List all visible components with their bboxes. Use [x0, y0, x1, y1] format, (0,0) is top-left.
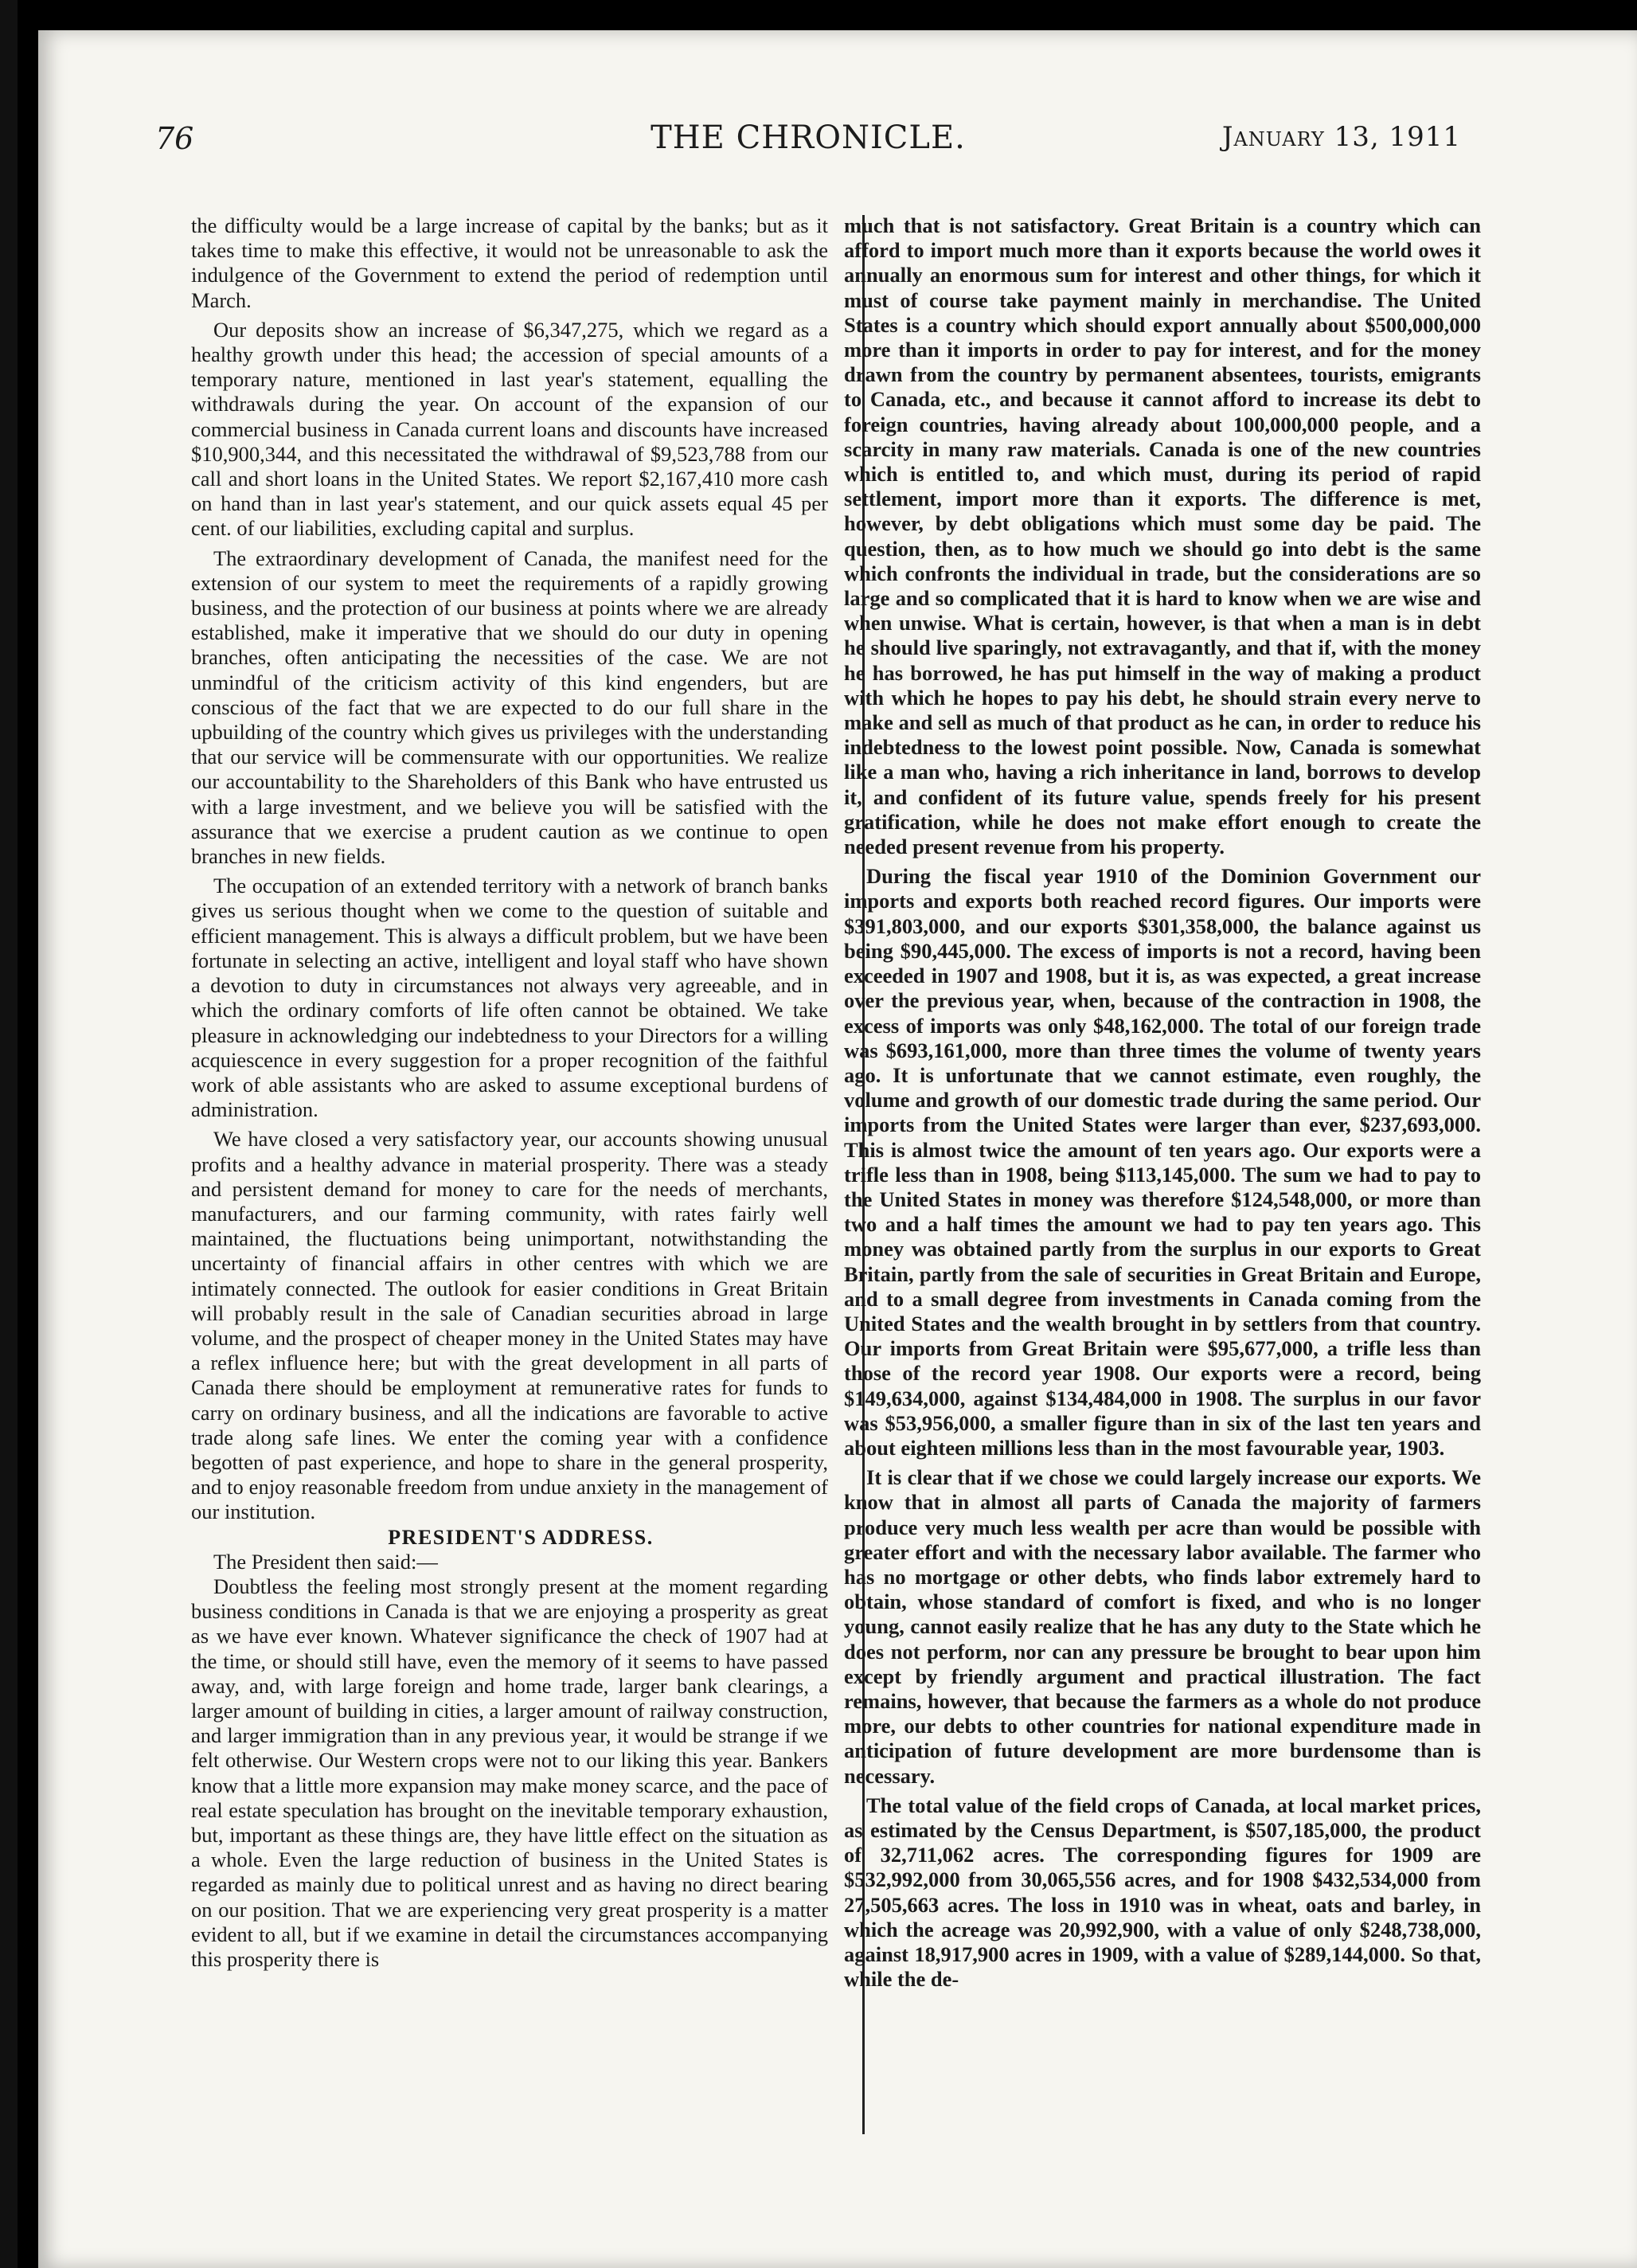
paragraph: Our deposits show an increase of $6,347,275, which we regard as a healthy growth under this head; the accession of special amounts of a temporary nature, mentioned in last year's statement, equalling the withdrawals during the year. On account of the expansion of our commercial business in Canada current loans and discounts have increased $10,900,344, and this necessitated the withdrawal of $9,523,788 from our call and short loans in the United States. We report $2,167,410 more cash on hand than in last year's statement, and our quick assets equal 45 per cent. of our liabilities, excluding capital and surplus. [191, 317, 828, 541]
paragraph: The President then said:— [213, 1549, 438, 1574]
paragraph: Doubtless the feeling most strongly present at the moment regarding business conditions in Canada is that we are enjoying a prosperity as great as we have ever known. Whatever significance the check of 1907 had at the time, or should still have, even the memory of it seems to have passed away, and, with large foreign and home trade, larger bank clearings, a larger amount of building in cities, a larger amount of railway construction, and larger immigration than in any previous year, it would be strange if we felt otherwise. Our Western crops were not to our liking this year. Bankers know that a little more expansion may make money scarce, and the pace of real estate speculation has brought on the inevitable temporary exhaustion, but, important as these things are, they have little effect on the situation as a whole. Even the large reduction of business in the United States is regarded as mainly due to political unrest and as having no direct bearing on our position. That we are experiencing very great prosperity is a matter evident to all, but if we examine in detail the circumstances accompanying this prosperity there is [191, 1574, 828, 1972]
section-heading: PRESIDENT'S ADDRESS. [388, 1525, 654, 1549]
issue-date: January 13, 1911 [1221, 121, 1461, 153]
page-number: 76 [155, 121, 194, 156]
paragraph: We have closed a very satisfactory year, our accounts showing unusual profits and a healthy advance in material prosperity. There was a steady and persistent demand for money to care for the needs of merchants, manufacturers, and our farming community, with rates fairly well maintained, the fluctuations being unimportant, notwithstanding the uncertainty of financial affairs in other centres with which we are intimately connected. The outlook for easier conditions in Great Britain will probably result in the sale of Canadian securities abroad in large volume, and the prospect of cheaper money in the United States may have a reflex influence here; but with the great development in all parts of Canada there should be employment at remunerative rates for funds to carry on ordinary business, and all the indications are favorable to active trade along safe lines. We enter the coming year with a confidence begotten of past experience, and hope to share in the general prosperity, and to enjoy reasonable freedom from undue anxiety in the management of our institution. [191, 1127, 828, 1524]
page-header [155, 119, 1461, 167]
paragraph: The occupation of an extended territory with a network of branch banks gives us serious thought when we come to the question of suitable and efficient management. This is always a difficult problem, but we have been fortunate in selecting an active, intelligent and loyal staff who have shown a devotion to duty in circumstances not always very agreeable, and in which the ordinary comforts of life often cannot be obtained. We take pleasure in acknowledging our indebtedness to your Directors for a willing acquiescence in every suggestion for a proper recognition of the faithful work of able assistants who are asked to assume exceptional burdens of administration. [191, 874, 828, 1122]
journal-title: THE CHRONICLE. [651, 119, 966, 156]
paragraph: the difficulty would be a large increase of capital by the banks; but as it takes time to make this effective, it would not be unreasonable to ask the indulgence of the Government to extend the period of redemption until March. [191, 213, 828, 312]
paragraph: The total value of the field crops of Canada, at local market prices, as estimated by the Census Department, is $507,185,000, the product of 32,711,062 acres. The corresponding figures for 1909 are $532,992,000 from 30,065,556 acres, and for 1908 $432,534,000 from 27,505,663 acres. The loss in 1910 was in wheat, oats and barley, in which the acreage was 20,992,900, with a value of only $248,738,000, against 18,917,900 acres in 1909, with a value of $289,144,000. So that, while the de- [844, 1793, 1481, 1992]
left-column [191, 213, 828, 1972]
paragraph: During the fiscal year 1910 of the Dominion Government our imports and exports both reached record figures. Our imports were $391,803,000, and our exports $301,358,000, the balance against us being $90,445,000. The excess of imports is not a record, having been exceeded in 1907 and 1908, but it is, as was expected, a great increase over the previous year, when, because of the contraction in 1908, the excess of imports was only $48,162,000. The total of our foreign trade was $693,161,000, more than three times the volume of twenty years ago. It is unfortunate that we cannot estimate, even roughly, the volume and growth of our domestic trade during the same period. Our imports from the United States were larger than ever, $237,693,000. This is almost twice the amount of ten years ago. Our exports were a trifle less than in 1908, being $113,145,000. The sum we had to pay to the United States in money was therefore $124,548,000, or more than two and a half times the amount we had to pay ten years ago. This money was obtained partly from the surplus in our exports to Great Britain, partly from the sale of securities in Great Britain and Europe, and to a small degree from investments in Canada coming from the United States and the wealth brought in by settlers from that country. Our imports from Great Britain were $95,677,000, a trifle less than those of the record year 1908. Our exports were a record, being $149,634,000, against $134,484,000 in 1908. The surplus in our favor was $53,956,000, a smaller figure than in six of the last ten years and about eighteen millions less than in the most favourable year, 1903. [844, 864, 1481, 1460]
paragraph: The extraordinary development of Canada, the manifest need for the extension of our system to meet the requirements of a rapidly growing business, and the protection of our business at points where we are already established, make it imperative that we should do our duty in opening branches, often anticipating the necessities of the case. We are not unmindful of the criticism activity of this kind engenders, but are conscious of the fact that we are expected to do our full share in the upbuilding of the country which gives us privileges with the understanding that our service will be commensurate with our opportunities. We realize our accountability to the Shareholders of this Bank who have entrusted us with a large investment, and we believe you will be satisfied with the assurance that we exercise a prudent caution as we continue to open branches in new fields. [191, 545, 828, 869]
paragraph: It is clear that if we chose we could largely increase our exports. We know that in almost all parts of Canada the majority of farmers produce very much less wealth per acre than would be possible with greater effort and with the necessary labor available. The farmer who has no mortgage or other debts, who finds labor extremely hard to obtain, whose standard of comfort is fixed, and who is no longer young, cannot easily realize that he has any duty to the State which he does not perform, nor can any pressure be brought to bear upon him except by friendly argument and practical illustration. The fact remains, however, that because the farmers as a whole do not produce more, our debts to other countries for national expenditure made in anticipation of future development are more burdensome than is necessary. [844, 1465, 1481, 1788]
right-column [844, 213, 1481, 1992]
paragraph: much that is not satisfactory. Great Britain is a country which can afford to import much more than it exports because the world owes it annually an enormous sum for interest and other things, for which it must of course take payment mainly in merchandise. The United States is a country which should export annually about $500,000,000 more than it imports in order to pay for interest, and for the money drawn from the country by permanent absentees, tourists, emigrants to Canada, etc., and because it cannot afford to increase its debt to foreign countries, having already about 100,000,000 people, and a scarcity in many raw materials. Canada is one of the new countries which is entitled to, and which must, during its period of rapid settlement, import more than it exports. The difference is met, however, by debt obligations which must some day be paid. The question, then, as to how much we should go into debt is the same which confronts the individual in trade, but the considerations are so large and so complicated that it is hard to know when we are wise and when unwise. What is certain, however, is that when a man is in debt he should live sparingly, not extravagantly, and that if, with the money he has borrowed, he has put himself in the way of making a product with which he hopes to pay his debt, he should strain every nerve to make and sell as much of that product as he can, in order to reduce his indebtedness to the lowest point possible. Now, Canada is somewhat like a man who, having a rich inheritance in land, borrows to develop it, and confident of its future value, spends freely for his present gratification, while he does not make effort enough to create the needed present revenue from his property. [844, 213, 1481, 859]
